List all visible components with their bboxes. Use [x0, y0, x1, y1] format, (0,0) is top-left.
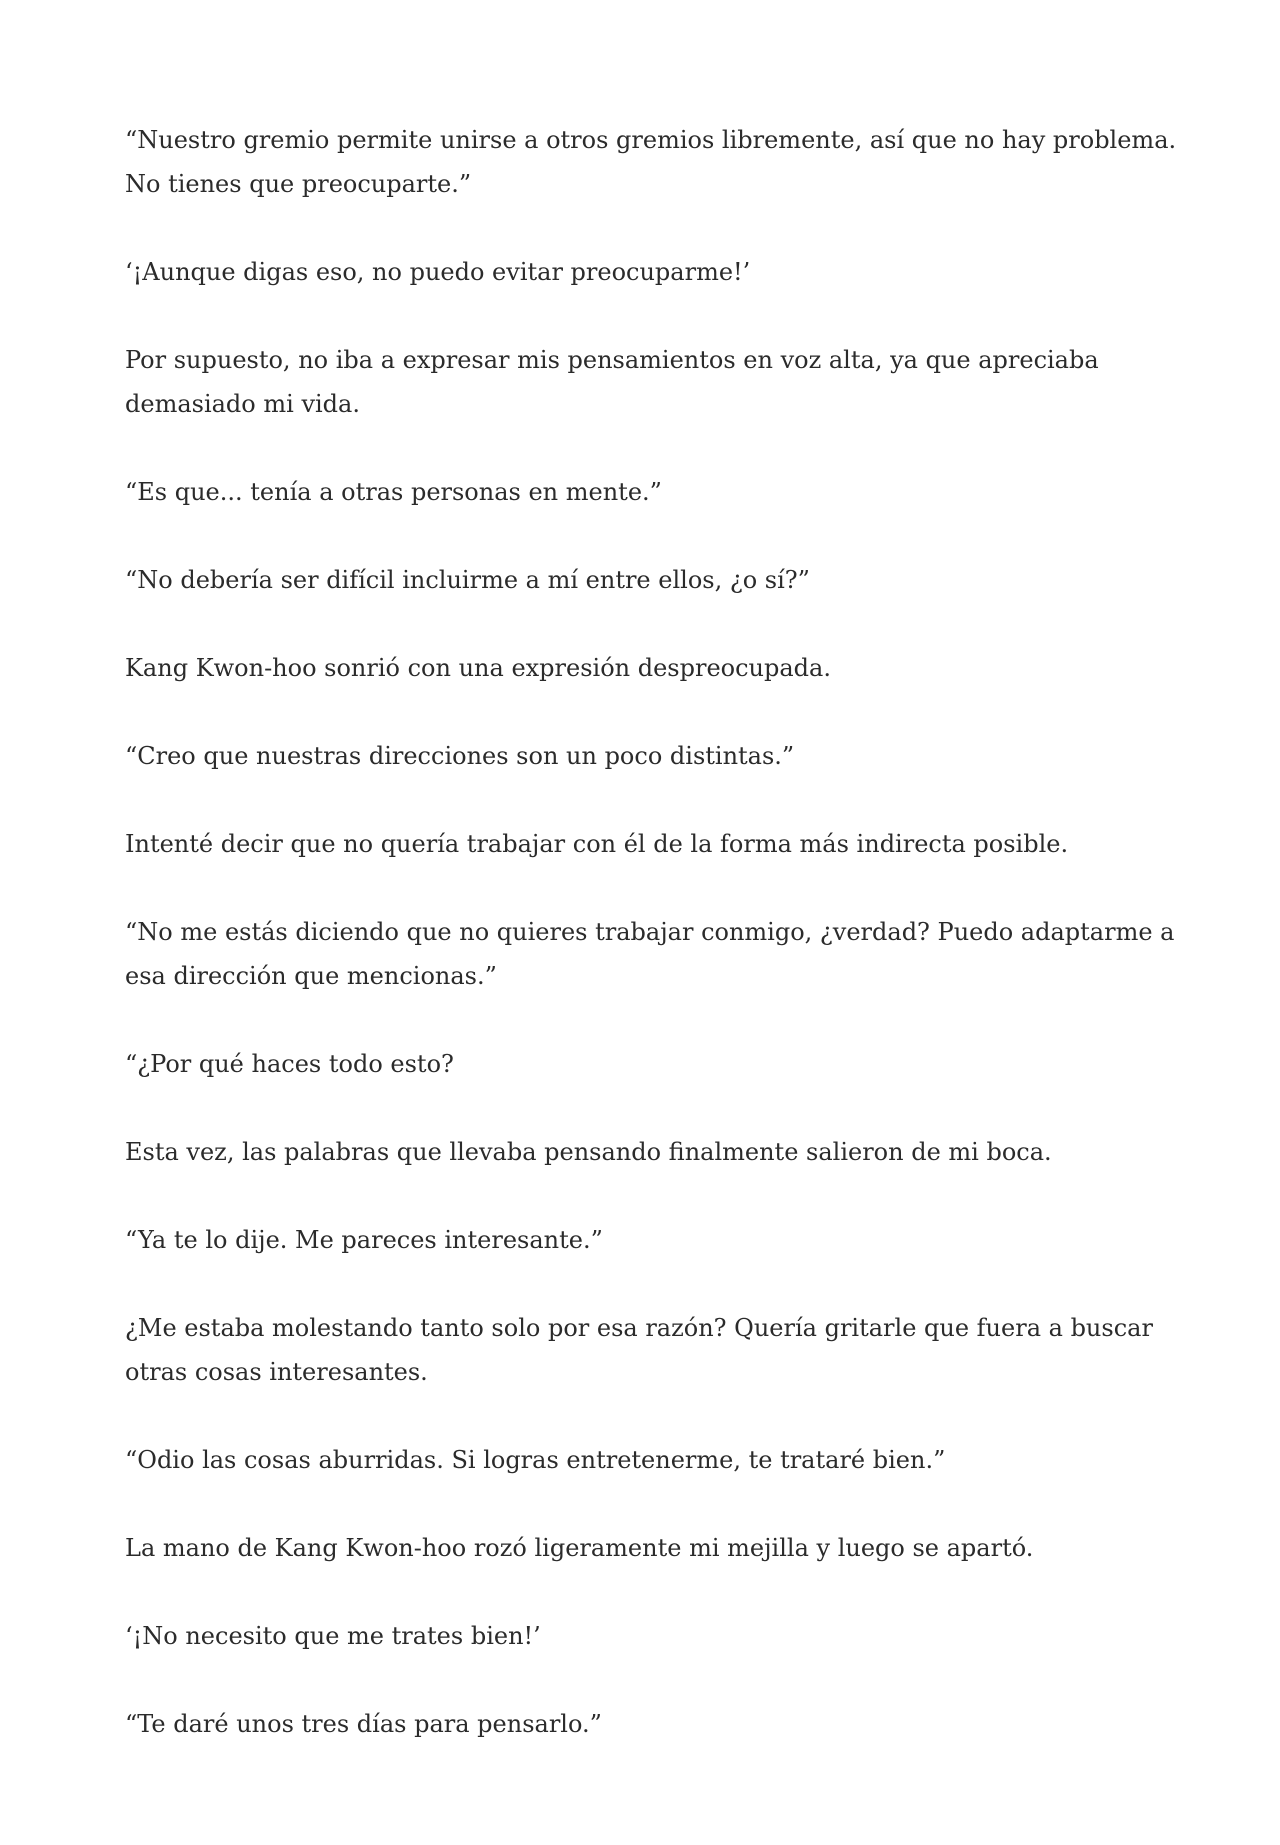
paragraph-8: Intenté decir que no quería trabajar con él de la forma más indirecta posible. — [125, 830, 1069, 858]
paragraph-17: “Te daré unos tres días para pensarlo.” — [125, 1710, 602, 1738]
paragraph-16: ‘¡No necesito que me trates bien!’ — [125, 1622, 541, 1650]
paragraph-2: ‘¡Aunque digas eso, no puedo evitar preocuparme!’ — [125, 258, 751, 286]
paragraph-7: “Creo que nuestras direcciones son un poco distintas.” — [125, 742, 795, 770]
paragraph-10: “¿Por qué haces todo esto? — [125, 1050, 454, 1078]
paragraph-11: Esta vez, las palabras que llevaba pensando finalmente salieron de mi boca. — [125, 1138, 1052, 1166]
paragraph-15: La mano de Kang Kwon-hoo rozó ligeramente mi mejilla y luego se apartó. — [125, 1534, 1034, 1562]
paragraph-1: “Nuestro gremio permite unirse a otros gremios libremente, así que no hay problema. No tienes que preocuparte.” — [125, 126, 1177, 198]
paragraph-9: “No me estás diciendo que no quieres trabajar conmigo, ¿verdad? Puedo adaptarme a esa dirección que mencionas.” — [125, 918, 1175, 990]
paragraph-5: “No debería ser difícil incluirme a mí entre ellos, ¿o sí?” — [125, 566, 810, 594]
paragraph-13: ¿Me estaba molestando tanto solo por esa razón? Quería gritarle que fuera a buscar otras cosas interesantes. — [125, 1314, 1153, 1386]
paragraph-14: “Odio las cosas aburridas. Si logras entretenerme, te trataré bien.” — [125, 1446, 946, 1474]
paragraph-3: Por supuesto, no iba a expresar mis pensamientos en voz alta, ya que apreciaba demasiado mi vida. — [125, 346, 1099, 418]
paragraph-12: “Ya te lo dije. Me pareces interesante.” — [125, 1226, 603, 1254]
paragraph-4: “Es que... tenía a otras personas en mente.” — [125, 478, 662, 506]
paragraph-6: Kang Kwon-hoo sonrió con una expresión despreocupada. — [125, 654, 831, 682]
